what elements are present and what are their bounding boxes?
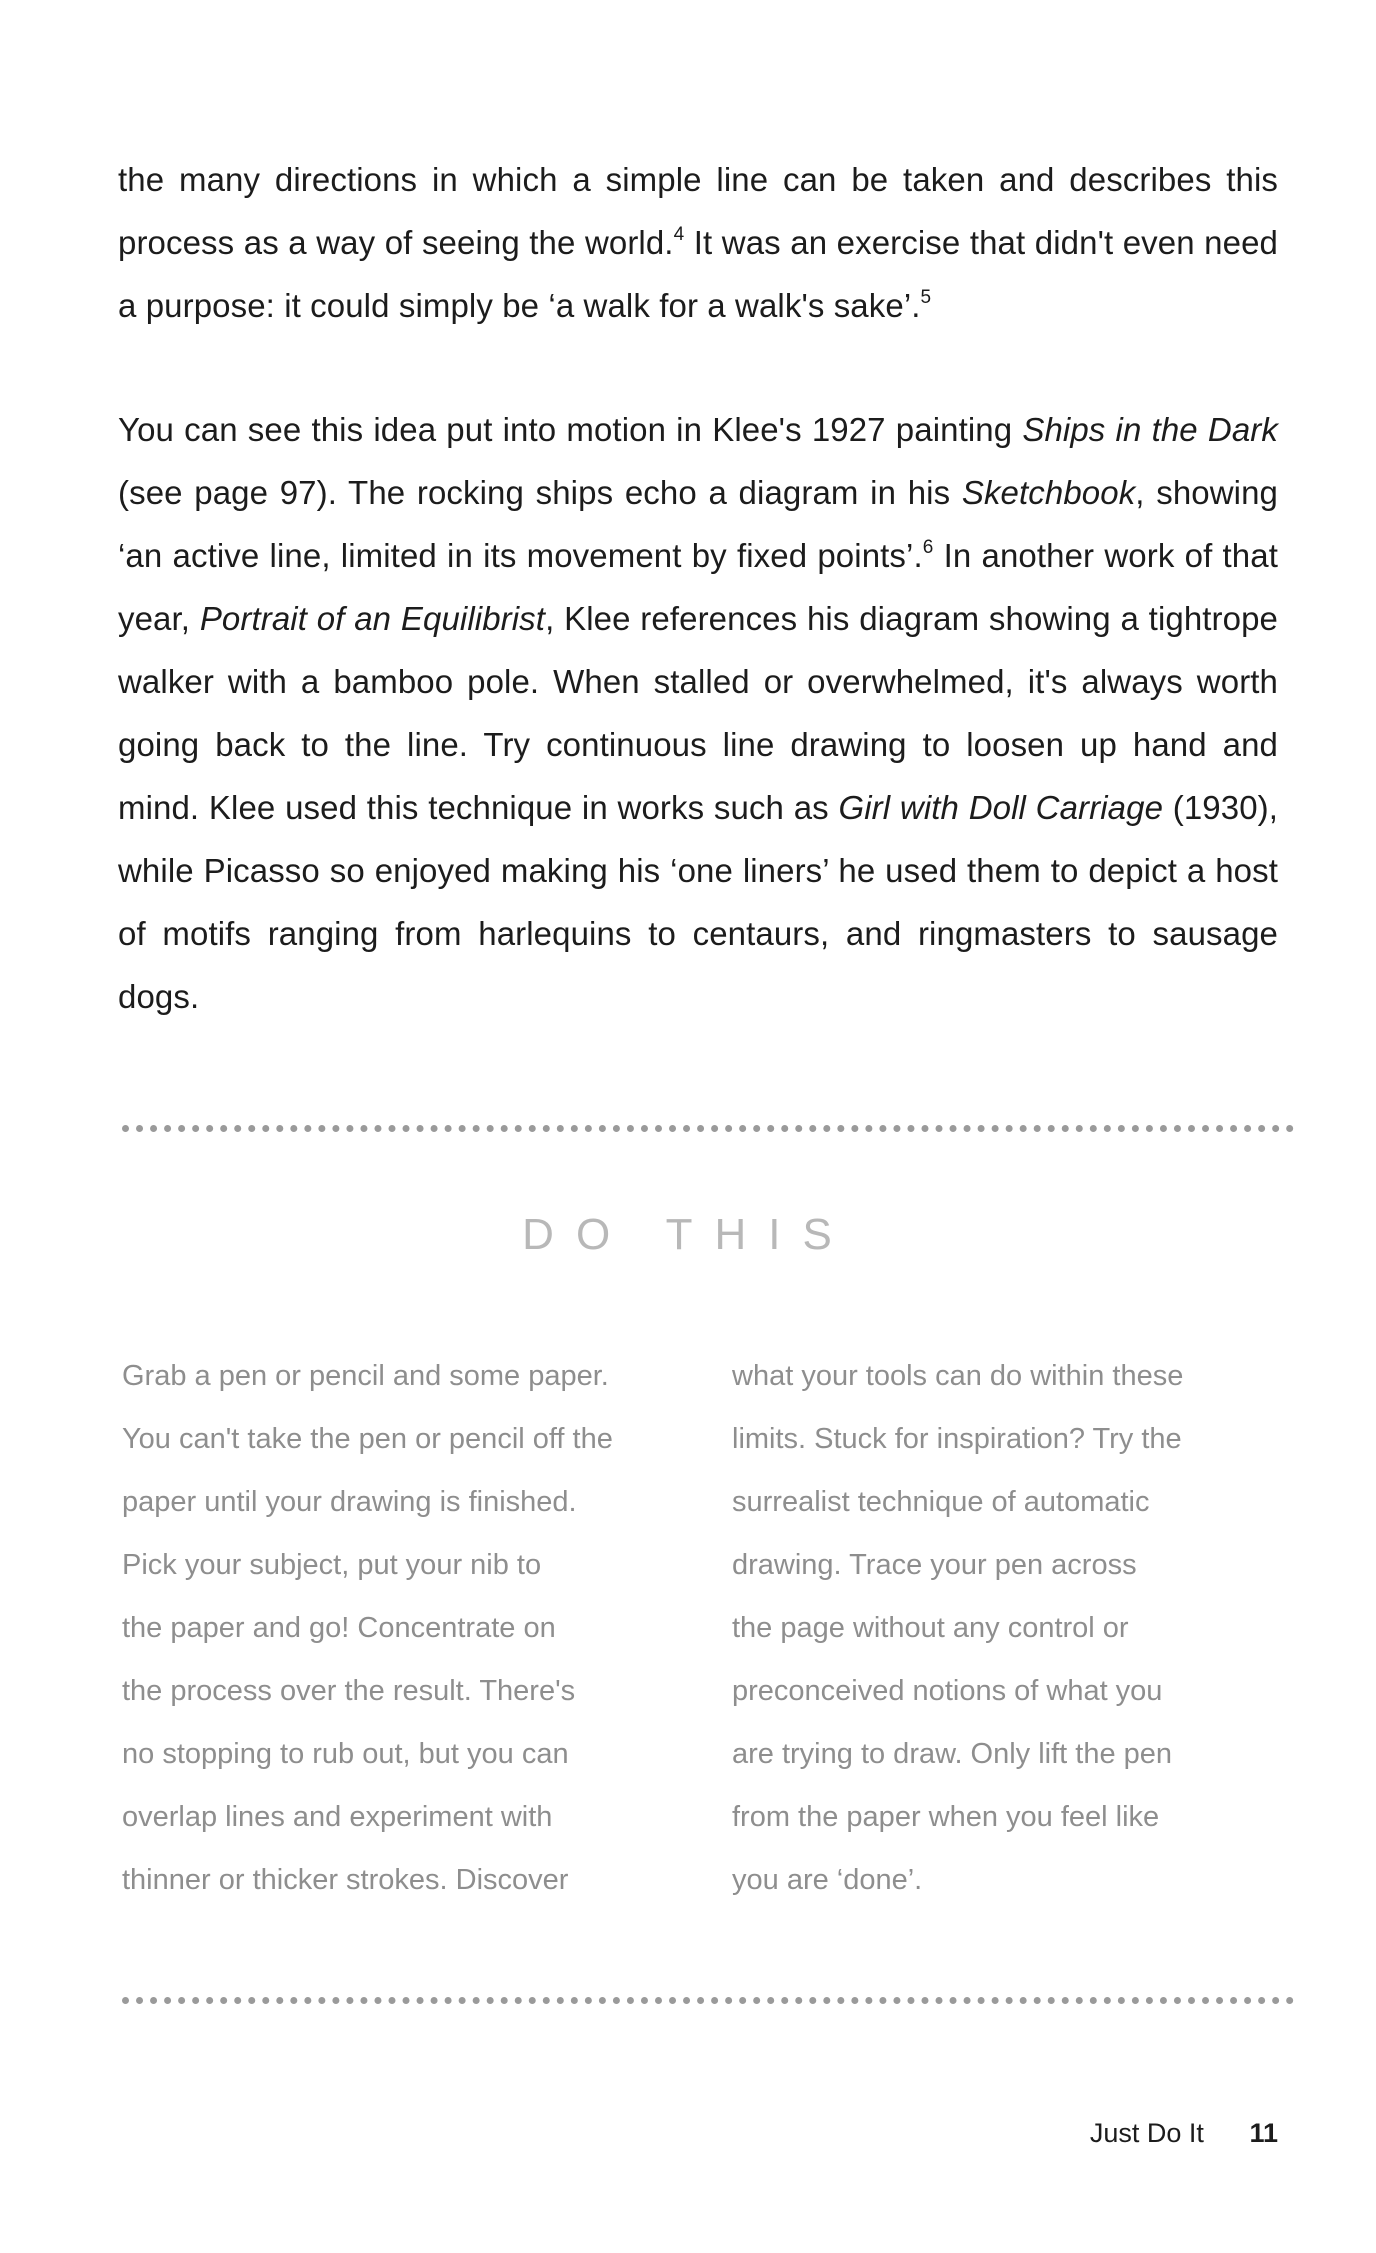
p1-text-b: It was an exercise that didn't even need a purpose: it could simply be ‘a walk for a walk's sake’.: [118, 224, 1278, 324]
artwork-title-girl-with-doll-carriage: Girl with Doll Carriage: [838, 789, 1164, 826]
do-this-heading: DO THIS: [522, 1210, 854, 1259]
dotted-divider-bottom: [122, 1997, 1294, 2004]
p2-text-2: (see page 97). The rocking ships echo a diagram in his: [118, 474, 962, 511]
page-footer: [1090, 2118, 1278, 2149]
footnote-ref-6: 6: [922, 537, 934, 558]
artwork-title-portrait-of-an-equilibrist: Portrait of an Equilibrist: [199, 600, 546, 637]
artwork-title-ships-in-the-dark: Ships in the Dark: [1022, 411, 1278, 448]
p2-text-1: You can see this idea put into motion in Klee's 1927 painting: [118, 411, 1023, 448]
p2-text-3: , showing ‘an active line, limited in its movement by fixed points’.: [118, 474, 1279, 574]
p2-text-4: In another work of that year,: [118, 537, 1278, 637]
do-this-right-column: what your tools can do within these limits. Stuck for inspiration? Try the surrealist technique of automatic drawing. Trace your pen across the page without any control or preconceived notions of what you are trying to draw. Only lift the pen from the paper when you feel like you are ‘done’.: [732, 1360, 1184, 1896]
running-footer-title: Just Do It: [1089, 2118, 1204, 2148]
body-paragraph-2: [118, 398, 1278, 1028]
footnote-ref-4: 4: [673, 224, 685, 245]
p1-text-a: the many directions in which a simple line can be taken and describes this process as a way of seeing the world.: [118, 161, 1278, 261]
body-paragraph-1: [118, 148, 1278, 337]
footnote-ref-5: 5: [920, 287, 932, 308]
book-title-sketchbook: Sketchbook: [961, 474, 1136, 511]
page-number: 11: [1249, 2118, 1278, 2148]
dotted-divider-top: [122, 1125, 1294, 1132]
p2-text-6: (1930), while Picasso so enjoyed making his ‘one liners’ he used them to depict a host of motifs ranging from harlequins to centaurs, and ringmasters to sausage dogs.: [118, 789, 1278, 1015]
p2-text-5: , Klee references his diagram showing a tightrope walker with a bamboo pole. When stalled or overwhelmed, it's always worth going back to the line. Try continuous line drawing to loosen up hand and mind. Klee used this technique in works such as: [118, 600, 1278, 826]
do-this-left-column: Grab a pen or pencil and some paper. You can't take the pen or pencil off the paper until your drawing is finished. Pick your subject, put your nib to the paper and go! Concentrate on the process over the result. There's no stopping to rub out, but you can overlap lines and experiment with thinner or thicker strokes. Discover: [122, 1360, 613, 1896]
